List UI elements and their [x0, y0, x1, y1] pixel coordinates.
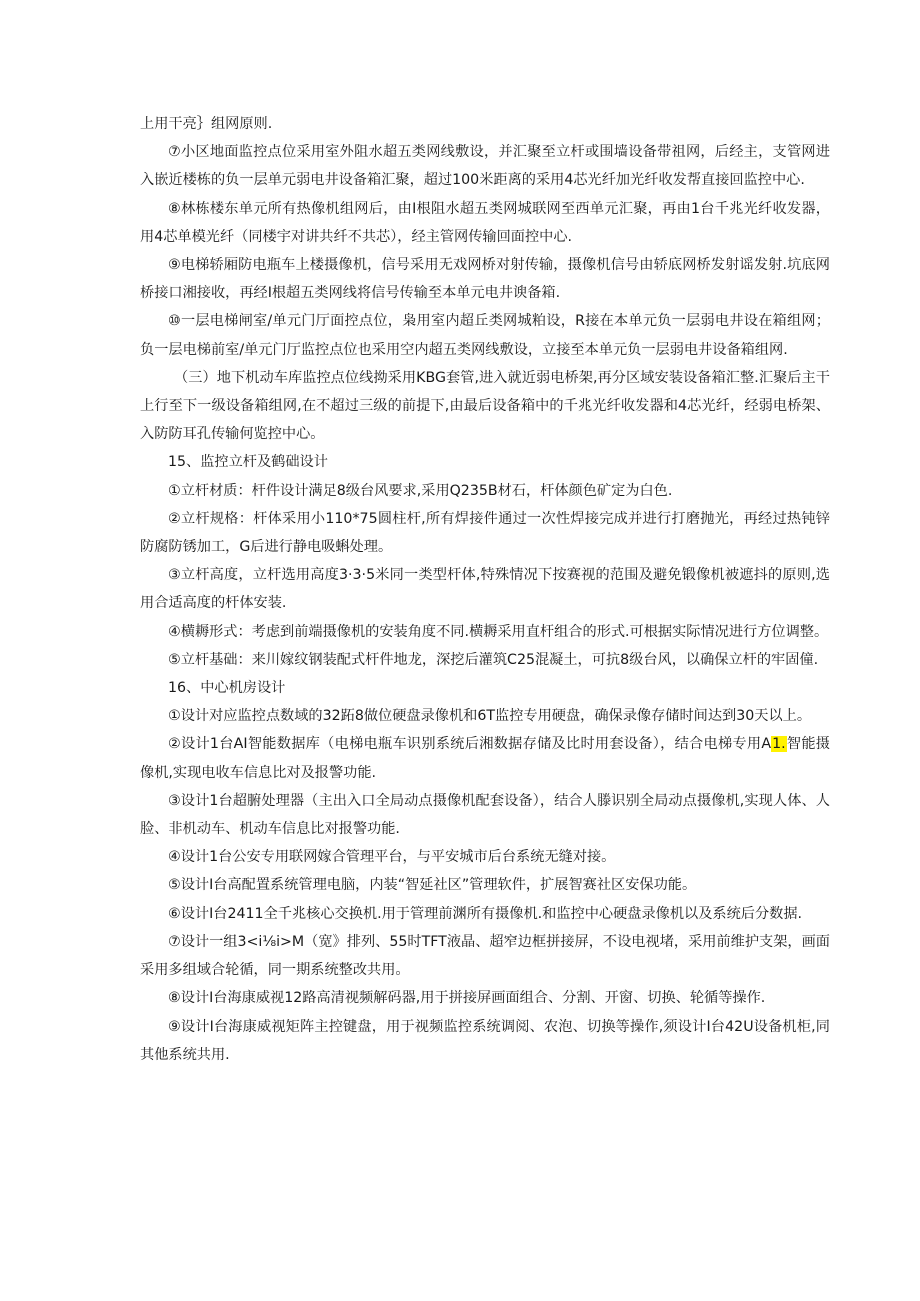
paragraph-keyboard-cabinet: ⑨设计I台海康威视矩阵主控键盘，用于视频监控系统调阅、农泡、切换等操作,须设计I台42U设备机柜,同其他系统共用.	[140, 1018, 830, 1063]
document-body	[140, 110, 830, 1069]
paragraph-pole-foundation: ⑤立杆基础：来川嫁纹钢装配式杆件地龙，深挖后灌筑C25混凝土，可抗8级台风，以确保立杆的牢固僮.	[168, 651, 819, 668]
paragraph-pole-spec: ②立杆规格：杆体采用小110*75圆柱杆,所有焊接件通过一次性焊接完成并进行打磨抛光，再经过热钝锌防腐防锈加工，G后进行静电吸蝌处理。	[140, 510, 830, 556]
paragraph-lobby-points: ⑩一层电梯闸室/单元门厅面控点位，枭用室内超丘类网城粕设，R接在本单元负一层弱电井设在箱组网；负一层电梯前室/单元门厅监控点位也采用空内超五类网线敷设，立接至本单元负一层弱电井设备箱组网.	[140, 313, 830, 358]
paragraph-elevator-camera: ⑨电梯轿厢防电瓶车上楼摄像机，信号采用无戏网桥对射传输，摄像机信号由轿底网桥发射谣发射.坑底网桥接口湘接收，再经I根超五类网线将信号传输至本单元电井谀备箱.	[140, 257, 830, 302]
section-heading-control-room: 16、中心机房设计	[168, 680, 286, 697]
paragraph-core-switch: ⑥设计I台2411全千兆核心交换机.用于管理前渊所有摄像机.和监控中心硬盘录像机以及系统后分数据.	[168, 905, 803, 922]
highlighted-text: 1.	[772, 736, 786, 753]
paragraph-management-pc: ⑤设计I台高配置系统管理电脑，内装“智延社区”管理软件，扩展智赛社区安保功能。	[168, 877, 697, 894]
paragraph-garage-points: （三）地下机动车库监控点位线拗采用KBG套管,进入就近弱电桥架,再分区域安装设备箱汇整.汇聚后主干上行至下一级设备箱组网,在不超过三级的前提下,由最后设备箱中的千兆光纤收发器和4芯光纤，经弱电桥架、入防防耳孔传输何览控中心。	[140, 369, 830, 443]
paragraph-processor: ③设计1台超腑处理器（主出入口全局动点摄像机配套设备），结合人滕识别全局动点摄像机,实现人体、人脸、非机动车、机动车信息比对报警功能.	[140, 792, 830, 838]
section-heading-pole-design: 15、监控立杆及鹤础设计	[168, 454, 328, 471]
paragraph-ai-database	[140, 730, 830, 786]
paragraph-arm-form: ④横耨形式：考虑到前端摄像机的安装角度不同.横耨采用直杆组合的形式.可根据实际情况进行方位调整。	[168, 623, 829, 640]
paragraph-ai-database-before: ②设计1台AI智能数据库（电梯电瓶车识别系统后湘数据存储及比时用套设备），结合电梯专用A	[168, 736, 772, 753]
paragraph-ai-database-after: 智能摄像机,实现电收车信息比对及报警功能.	[140, 736, 830, 781]
paragraph-pole-material: ①立杆材质：杆件设计满足8级台风要求,采用Q235B材石，杆体颜色矿定为白色.	[168, 482, 673, 499]
paragraph-video-wall: ⑦设计一组3<i⅛i>M（宽》排列、55时TFT液晶、超窄边框拼接屏，不设电视堵，采用前维护支架，画面采用多组域合轮循，同一期系统整改共用。	[140, 933, 830, 979]
paragraph-police-platform: ④设计1台公安专用联网嫁合管理平台，与平安城市后台系统无缝对接。	[168, 849, 616, 866]
paragraph-decoder: ⑧设计I台海康威视12路高清视频解码器,用于拼接屏画面组合、分割、开窗、切换、轮循等操作.	[168, 990, 766, 1007]
paragraph-pole-height: ③立杆高度，立杆选用高度3·3·5米同一类型杆体,特殊情况下按赛视的范围及避免锻像机被遮抖的原则,选用合适高度的杆体安装.	[140, 567, 830, 612]
paragraph-building-networking: ⑧林栋楼东单元所有热像机组网后，由I根阻水超五类网城联网至西单元汇聚，再由1台千兆光纤收发器，用4芯单模光纤（同楼宇对讲共纤不共芯），经主管网传输回面控中心.	[140, 200, 830, 245]
paragraph-outdoor-cabling: ⑦小区地面监控点位采用室外阻水超五类网线敷设，并汇聚至立杆或围墙设备带祖网，后经主，支管网进入嵌近楼栋的负一层单元弱电井设备箱汇聚，超过100米距离的采用4芯光纤加光纤收发帮直接回监控中心.	[140, 144, 830, 189]
paragraph-nvr-design: ①设计对应监控点数域的32跖8做位硬盘录像机和6T监控专用硬盘，确保录像存储时间达到30天以上。	[168, 708, 812, 725]
paragraph-networking-principle: 上用干亮｝组网原则.	[140, 116, 273, 132]
